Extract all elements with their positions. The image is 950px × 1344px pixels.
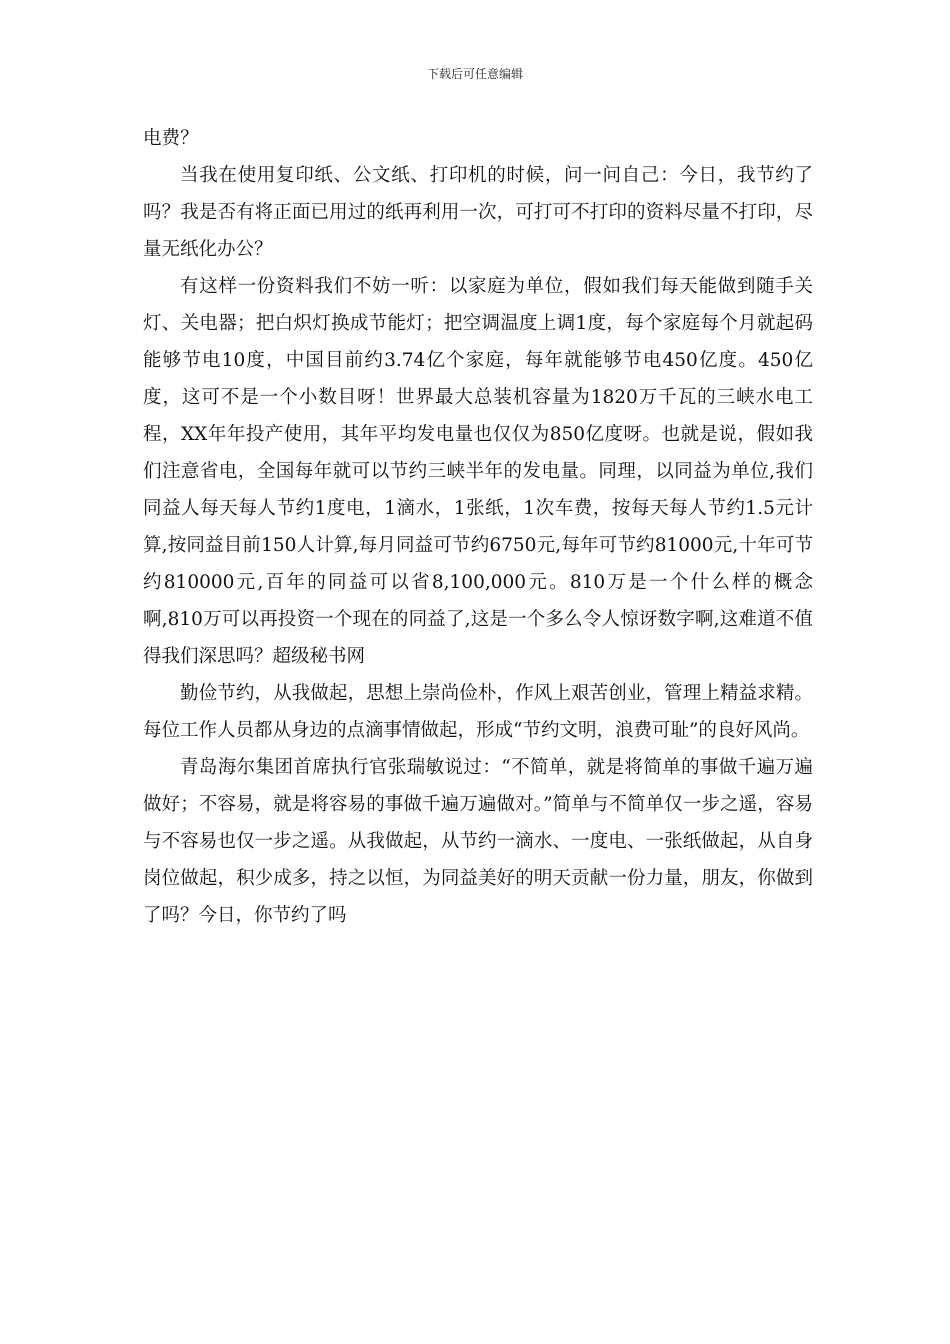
paragraph-5: 青岛海尔集团首席执行官张瑞敏说过：“不简单，就是将简单的事做千遍万遍做好；不容易，就是将容易的事做千遍万遍做对。”简单与不简单仅一步之遥，容易与不容易也仅一步之遥。从我做起，从节约一滴水、一度电、一张纸做起，从自身岗位做起，积少成多，持之以恒，为同益美好的明天贡献一份力量，朋友，你做到了吗？今日，你节约了吗 [143,757,813,926]
paragraph-3: 有这样一份资料我们不妨一听：以家庭为单位，假如我们每天能做到随手关灯、关电器；把白炽灯换成节能灯；把空调温度上调1度，每个家庭每个月就起码能够节电10度，中国目前约3.74亿个家庭，每年就能够节电450亿度。450亿度，这可不是一个小数目呀！世界最大总装机容量为1820万千瓦的三峡水电工程，XX年年投产使用，其年平均发电量也仅仅为850亿度呀。也就是说，假如我们注意省电，全国每年就可以节约三峡半年的发电量。同理，以同益为单位,我们同益人每天每人节约1度电，1滴水，1张纸，1次车费，按每天每人节约1.5元计算,按同益目前150人计算,每月同益可节约6750元,每年可节约81000元,十年可节约810000元,百年的同益可以省8,100,000元。810万是一个什么样的概念啊,810万可以再投资一个现在的同益了,这是一个多么令人惊讶数字啊,这难道不值得我们深思吗？超级秘书网 [143,276,813,667]
document-body [143,120,813,934]
paragraph-4: 勤俭节约，从我做起，思想上崇尚俭朴，作风上艰苦创业，管理上精益求精。每位工作人员都从身边的点滴事情做起，形成“节约文明，浪费可耻”的良好风尚。 [143,683,813,741]
paragraph-1: 电费？ [143,128,199,149]
page-header: 下载后可任意编辑 [426,67,523,81]
paragraph-2: 当我在使用复印纸、公文纸、打印机的时候，问一问自己：今日，我节约了吗？我是否有将正面已用过的纸再利用一次，可打可不打印的资料尽量不打印，尽量无纸化办公？ [143,165,813,260]
